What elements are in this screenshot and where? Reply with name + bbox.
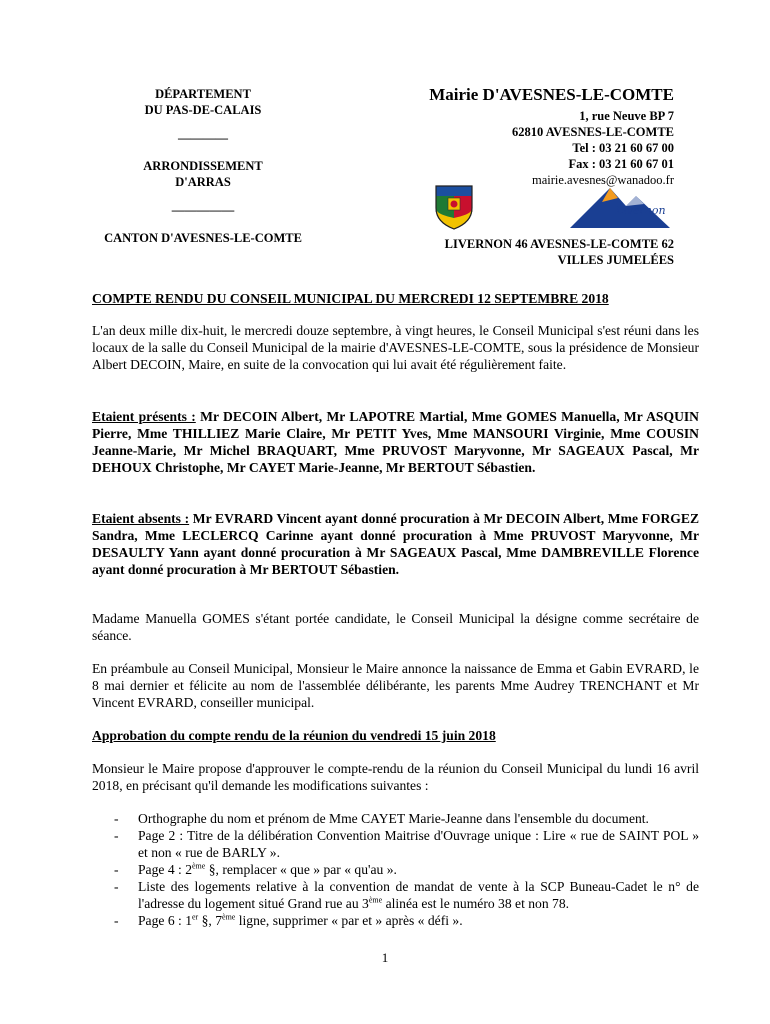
list-item-text: Liste des logements relative à la convention de mandat de vente à la SCP Buneau-Cadet le n° de l'adresse du logement situé Grand rue au 3 [138,879,699,911]
twinning-line-2: VILLES JUMELÉES [557,253,674,267]
list-item [92,827,699,861]
secretary-paragraph: Madame Manuella GOMES s'étant portée candidate, le Conseil Municipal la désigne comme secrétaire de séance. [92,611,699,643]
list-item-text: Page 6 : 1 [138,913,192,928]
list-item [92,810,699,827]
list-dash: - [114,879,119,894]
department-name: DU PAS-DE-CALAIS [144,103,262,117]
email-address: mairie.avesnes@wanadoo.fr [531,173,674,187]
document-title: COMPTE RENDU DU CONSEIL MUNICIPAL DU MERCREDI 12 SEPTEMBRE 2018 [92,291,609,306]
list-item-text: §, 7 [198,913,223,928]
list-dash: - [114,811,119,826]
department-header [92,86,314,246]
list-item-text: Page 2 : Titre de la délibération Convention Maitrise d'Ouvrage unique : Lire « rue de SAINT POL » et non « rue de BARLY ». [138,828,699,860]
superscript: ème [192,861,206,871]
mairie-header [374,84,674,188]
separator: ———— [178,131,228,145]
list-item-text: Page 4 : 2 [138,862,192,877]
list-dash: - [114,913,119,928]
twinning-block [374,236,674,268]
arrondissement-name: D'ARRAS [175,175,231,189]
address-line-2: 62810 AVESNES-LE-COMTE [512,125,674,139]
logo-text: Livernon [616,204,666,217]
canton-name: CANTON D'AVESNES-LE-COMTE [104,231,302,245]
presents-list: Mr DECOIN Albert, Mr LAPOTRE Martial, Mme GOMES Manuella, Mr ASQUIN Pierre, Mme THILLIEZ Marie Claire, Mr PETIT Yves, Mme MANSOURI Virginie, Mme COUSIN Jeanne-Marie, Mr Michel BRAQUART, Mme PRUVOST Maryvonne, Mr SAGEAUX Pascal, Mr DEHOUX Christophe, Mr CAYET Marie-Jeanne, Mr BERTOUT Sébastien. [92,409,699,475]
section-title: Approbation du compte rendu de la réunion du vendredi 15 juin 2018 [92,728,496,743]
preamble-paragraph: En préambule au Conseil Municipal, Monsieur le Maire annonce la naissance de Emma et Gabin EVRARD, le 8 mai dernier et félicite au nom de l'assemblée délibérante, les parents Mme Audrey TRENCHANT et Mr Vincent EVRARD, conseiller municipal. [92,661,699,710]
list-item-text: Orthographe du nom et prénom de Mme CAYET Marie-Jeanne dans l'ensemble du document. [138,811,649,826]
modification-list [92,810,699,929]
section-intro: Monsieur le Maire propose d'approuver le compte-rendu de la réunion du Conseil Municipal du lundi 16 avril 2018, en précisant qu'il demande les modifications suivantes : [92,761,699,793]
list-item [92,878,699,912]
intro-paragraph: L'an deux mille dix-huit, le mercredi douze septembre, à vingt heures, le Conseil Municipal s'est réuni dans les locaux de la salle du Conseil Municipal de la mairie d'AVESNES-LE-COMTE, sous la présidence de Monsieur Albert DECOIN, Maire, en suite de la convocation qui lui avait été régulièrement faite. [92,323,699,372]
list-item-text: ligne, supprimer « par et » après « défi ». [235,913,463,928]
telephone: Tel : 03 21 60 67 00 [572,141,674,155]
fax: Fax : 03 21 60 67 01 [568,157,674,171]
list-item [92,912,699,929]
presents-paragraph [92,408,699,476]
superscript: ème [368,895,383,905]
separator: ————— [171,203,235,217]
list-item [92,861,699,878]
mairie-name: Mairie D'AVESNES-LE-COMTE [429,85,674,104]
absents-paragraph [92,510,699,578]
list-item-text: alinéa est le numéro 38 et non 78. [382,896,570,911]
list-dash: - [114,828,119,843]
list-item-text: §, remplacer « que » par « qu'au ». [205,862,397,877]
department-line: DÉPARTEMENT [155,87,251,101]
arrondissement-line: ARRONDISSEMENT [143,159,263,173]
page-number: 1 [381,950,389,965]
superscript: ème [222,912,236,922]
absents-label: Etaient absents : [92,511,190,526]
livernon-logo [566,182,678,230]
twinning-line-1: LIVERNON 46 AVESNES-LE-COMTE 62 [444,237,674,251]
list-dash: - [114,862,119,877]
absents-list: Mr EVRARD Vincent ayant donné procuration à Mr DECOIN Albert, Mme FORGEZ Sandra, Mme LECLERCQ Carinne ayant donné procuration à Mme PRUVOST Maryvonne, Mr DESAULTY Yann ayant donné procuration à Mr SAGEAUX Pascal, Mme DAMBREVILLE Florence ayant donné procuration à Mr BERTOUT Sébastien. [92,511,700,577]
address-line-1: 1, rue Neuve BP 7 [579,109,674,123]
coat-of-arms-icon [434,184,474,230]
presents-label: Etaient présents : [92,409,196,424]
superscript: er [192,912,199,922]
